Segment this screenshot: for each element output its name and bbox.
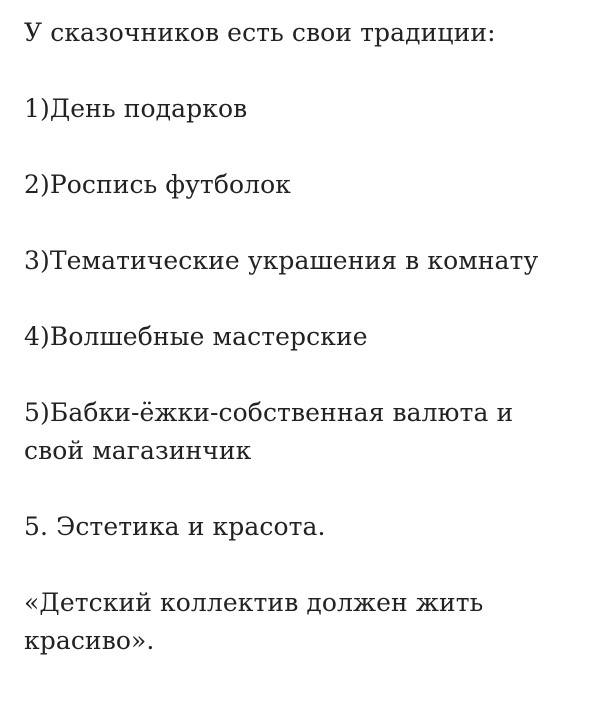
- intro-paragraph: У сказочников есть свои традиции:: [24, 18, 496, 47]
- list-item-magic-workshops: 4)Волшебные мастерские: [24, 322, 368, 351]
- list-item-gift-day: 1)День подарков: [24, 94, 248, 123]
- list-item-currency-shop: 5)Бабки-ёжки-собственная валюта и свой магазинчик: [24, 398, 514, 465]
- list-item-aesthetics: 5. Эстетика и красота.: [24, 512, 326, 541]
- list-item-tshirt-painting: 2)Роспись футболок: [24, 170, 291, 199]
- list-item-room-decorations: 3)Тематические украшения в комнату: [24, 246, 539, 275]
- quote-paragraph: «Детский коллектив должен жить красиво».: [24, 588, 484, 655]
